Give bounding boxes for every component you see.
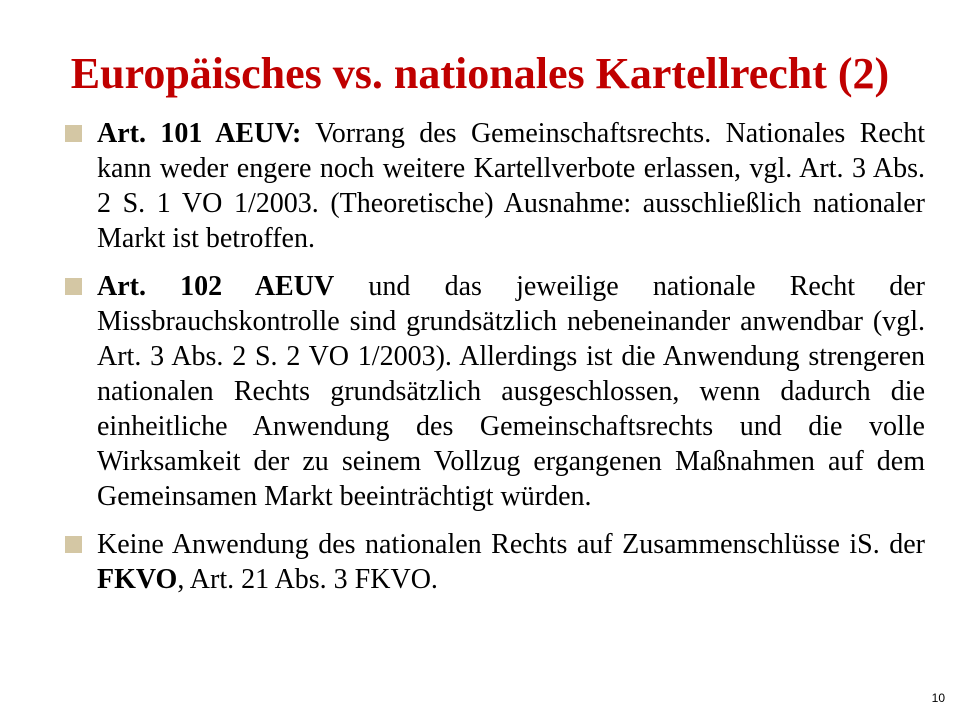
bullet-body-end: , Art. 21 Abs. 3 FKVO. — [177, 564, 438, 595]
bullet-text — [97, 529, 925, 595]
bullet-list — [65, 116, 925, 610]
bullet-body: und das jeweilige nationale Recht der Missbrauchskontrolle sind grundsätzlich nebeneinander anwendbar (vgl. Art. 3 Abs. 2 S. 2 VO 1/2003). Allerdings ist die Anwendung strengeren nationalen Rechts grundsätzlich ausgeschlossen, wenn dadurch die einheitliche Anwendung des Gemeinschaftsrechts und die volle Wirksamkeit der zu seinem Vollzug ergangenen Maßnahmen auf dem Gemeinsamen Markt beeinträchtigt würden. — [97, 271, 925, 512]
bullet-lead: Art. 101 AEUV: — [97, 118, 302, 149]
bullet-body-start: Keine Anwendung des nationalen Rechts auf Zusammenschlüsse iS. der — [97, 529, 925, 560]
slide-title: Europäisches vs. nationales Kartellrecht (2) — [70, 49, 890, 98]
bullet-body: Vorrang des Gemeinschaftsrechts. Nationales Recht kann weder engere noch weitere Kartellverbote erlassen, vgl. Art. 3 Abs. 2 S. 1 VO 1/2003. (Theoretische) Ausnahme: ausschließlich nationaler Markt ist betroffen. — [97, 118, 926, 254]
square-bullet-icon — [65, 536, 82, 553]
bullet-lead: Art. 102 AEUV — [97, 271, 335, 302]
bullet-text — [97, 118, 925, 254]
bullet-item-fkvo — [65, 527, 925, 597]
square-bullet-icon — [65, 278, 82, 295]
page-number: 10 — [931, 691, 945, 705]
bullet-item-art-101 — [65, 116, 925, 256]
bullet-text — [97, 271, 925, 512]
square-bullet-icon — [65, 125, 82, 142]
bullet-item-art-102 — [65, 269, 925, 514]
bullet-emphasis: FKVO — [97, 564, 178, 595]
